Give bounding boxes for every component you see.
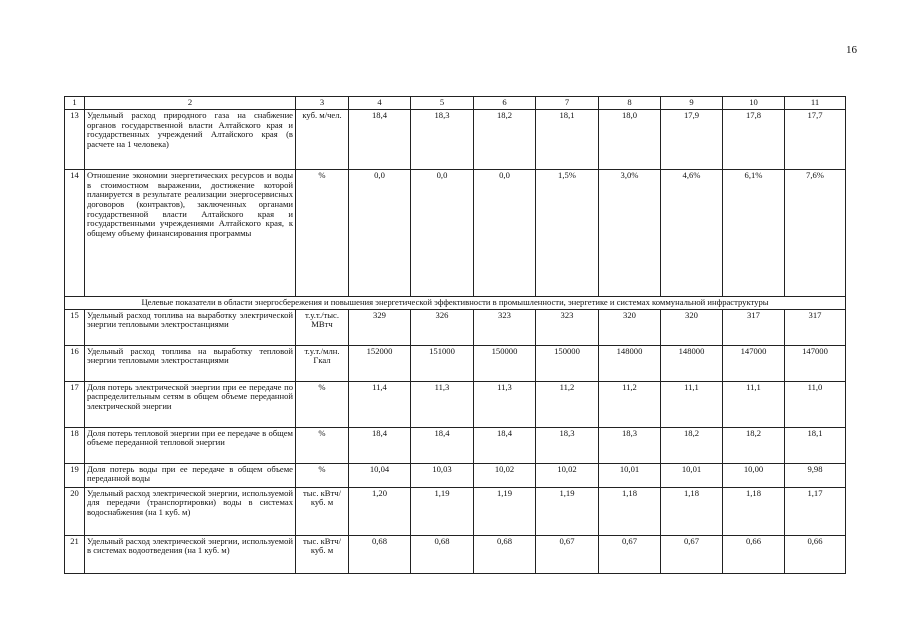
value-cell: 18,2 <box>661 427 723 463</box>
value-cell: 148000 <box>661 345 723 381</box>
indicator-name: Доля потерь воды при ее передаче в общем объеме переданной воды <box>85 463 296 487</box>
indicator-name: Удельный расход электрической энергии, используемой в системах водоотведения (на 1 куб. м) <box>85 535 296 573</box>
unit-cell: % <box>296 427 349 463</box>
value-cell: 18,4 <box>349 427 411 463</box>
indicator-name: Удельный расход топлива на выработку электрической энергии тепловыми электростанциями <box>85 309 296 345</box>
value-cell: 18,1 <box>536 110 599 170</box>
value-cell: 317 <box>723 309 785 345</box>
value-cell: 0,66 <box>723 535 785 573</box>
header-cell: 9 <box>661 97 723 110</box>
unit-cell: т.у.т./тыс. МВтч <box>296 309 349 345</box>
value-cell: 10,04 <box>349 463 411 487</box>
indicator-name: Отношение экономии энергетических ресурсов и воды в стоимостном выражении, достижение которой планируется в результате реализации энергосервисных договоров (контрактов), заключенных органами государственной власти Алтайского края и государственными учреждениями Алтайского края, к общему объему финансирования программы <box>85 170 296 297</box>
value-cell: 0,67 <box>536 535 599 573</box>
value-cell: 17,7 <box>785 110 846 170</box>
value-cell: 0,66 <box>785 535 846 573</box>
value-cell: 11,2 <box>536 381 599 427</box>
value-cell: 10,01 <box>599 463 661 487</box>
value-cell: 10,02 <box>536 463 599 487</box>
value-cell: 6,1% <box>723 170 785 297</box>
value-cell: 18,3 <box>599 427 661 463</box>
indicator-name: Удельный расход электрической энергии, используемой для передачи (транспортировки) воды в системах водоснабжения (на 1 куб. м) <box>85 487 296 535</box>
table-row <box>65 427 846 463</box>
row-number: 13 <box>65 110 85 170</box>
value-cell: 11,1 <box>661 381 723 427</box>
row-number: 16 <box>65 345 85 381</box>
value-cell: 7,6% <box>785 170 846 297</box>
value-cell: 1,18 <box>599 487 661 535</box>
header-cell: 3 <box>296 97 349 110</box>
value-cell: 11,3 <box>474 381 536 427</box>
value-cell: 18,4 <box>474 427 536 463</box>
unit-cell: т.у.т./млн. Гкал <box>296 345 349 381</box>
indicators-table <box>64 96 846 574</box>
indicator-name: Удельный расход природного газа на снабжение органов государственной власти Алтайского края и государственных учреждений Алтайского края (в расчете на 1 человека) <box>85 110 296 170</box>
value-cell: 18,3 <box>411 110 474 170</box>
table-row <box>65 381 846 427</box>
value-cell: 11,2 <box>599 381 661 427</box>
unit-cell: тыс. кВтч/куб. м <box>296 535 349 573</box>
value-cell: 17,8 <box>723 110 785 170</box>
value-cell: 11,1 <box>723 381 785 427</box>
value-cell: 18,2 <box>474 110 536 170</box>
indicator-name: Удельный расход топлива на выработку тепловой энергии тепловыми электростанциями <box>85 345 296 381</box>
unit-cell: тыс. кВтч/куб. м <box>296 487 349 535</box>
section-title: Целевые показатели в области энергосбережения и повышения энергетической эффективности в промышленности, энергетике и системах коммунальной инфраструктуры <box>65 297 846 310</box>
value-cell: 0,68 <box>349 535 411 573</box>
value-cell: 11,3 <box>411 381 474 427</box>
value-cell: 317 <box>785 309 846 345</box>
value-cell: 18,4 <box>411 427 474 463</box>
value-cell: 1,17 <box>785 487 846 535</box>
value-cell: 152000 <box>349 345 411 381</box>
header-cell: 2 <box>85 97 296 110</box>
indicator-name: Доля потерь тепловой энергии при ее передаче в общем объеме переданной тепловой энергии <box>85 427 296 463</box>
row-number: 15 <box>65 309 85 345</box>
value-cell: 1,5% <box>536 170 599 297</box>
row-number: 17 <box>65 381 85 427</box>
unit-cell: % <box>296 381 349 427</box>
page-number: 16 <box>846 44 857 56</box>
value-cell: 323 <box>474 309 536 345</box>
value-cell: 0,0 <box>411 170 474 297</box>
unit-cell: куб. м/чел. <box>296 110 349 170</box>
value-cell: 1,20 <box>349 487 411 535</box>
header-row <box>65 97 846 110</box>
table-row <box>65 463 846 487</box>
header-cell: 8 <box>599 97 661 110</box>
value-cell: 10,02 <box>474 463 536 487</box>
value-cell: 150000 <box>474 345 536 381</box>
table-row <box>65 345 846 381</box>
row-number: 19 <box>65 463 85 487</box>
value-cell: 0,67 <box>599 535 661 573</box>
value-cell: 18,4 <box>349 110 411 170</box>
value-cell: 151000 <box>411 345 474 381</box>
header-cell: 10 <box>723 97 785 110</box>
value-cell: 148000 <box>599 345 661 381</box>
row-number: 20 <box>65 487 85 535</box>
value-cell: 0,67 <box>661 535 723 573</box>
value-cell: 1,19 <box>474 487 536 535</box>
value-cell: 11,0 <box>785 381 846 427</box>
row-number: 18 <box>65 427 85 463</box>
indicator-name: Доля потерь электрической энергии при ее передаче по распределительным сетям в общем объеме переданной электрической энергии <box>85 381 296 427</box>
header-cell: 5 <box>411 97 474 110</box>
value-cell: 1,18 <box>723 487 785 535</box>
value-cell: 10,00 <box>723 463 785 487</box>
value-cell: 326 <box>411 309 474 345</box>
header-cell: 11 <box>785 97 846 110</box>
unit-cell: % <box>296 463 349 487</box>
header-cell: 1 <box>65 97 85 110</box>
section-row <box>65 297 846 310</box>
value-cell: 1,18 <box>661 487 723 535</box>
value-cell: 147000 <box>723 345 785 381</box>
value-cell: 320 <box>661 309 723 345</box>
value-cell: 320 <box>599 309 661 345</box>
table-row <box>65 535 846 573</box>
value-cell: 10,01 <box>661 463 723 487</box>
table-row <box>65 170 846 297</box>
value-cell: 1,19 <box>536 487 599 535</box>
row-number: 14 <box>65 170 85 297</box>
value-cell: 150000 <box>536 345 599 381</box>
value-cell: 18,0 <box>599 110 661 170</box>
value-cell: 4,6% <box>661 170 723 297</box>
unit-cell: % <box>296 170 349 297</box>
value-cell: 0,0 <box>349 170 411 297</box>
value-cell: 9,98 <box>785 463 846 487</box>
header-cell: 7 <box>536 97 599 110</box>
value-cell: 323 <box>536 309 599 345</box>
value-cell: 10,03 <box>411 463 474 487</box>
value-cell: 11,4 <box>349 381 411 427</box>
header-cell: 4 <box>349 97 411 110</box>
row-number: 21 <box>65 535 85 573</box>
table-row <box>65 110 846 170</box>
value-cell: 17,9 <box>661 110 723 170</box>
value-cell: 147000 <box>785 345 846 381</box>
value-cell: 18,1 <box>785 427 846 463</box>
value-cell: 18,3 <box>536 427 599 463</box>
table-row <box>65 309 846 345</box>
value-cell: 329 <box>349 309 411 345</box>
table-row <box>65 487 846 535</box>
value-cell: 3,0% <box>599 170 661 297</box>
value-cell: 0,68 <box>411 535 474 573</box>
value-cell: 18,2 <box>723 427 785 463</box>
value-cell: 0,0 <box>474 170 536 297</box>
header-cell: 6 <box>474 97 536 110</box>
value-cell: 0,68 <box>474 535 536 573</box>
value-cell: 1,19 <box>411 487 474 535</box>
